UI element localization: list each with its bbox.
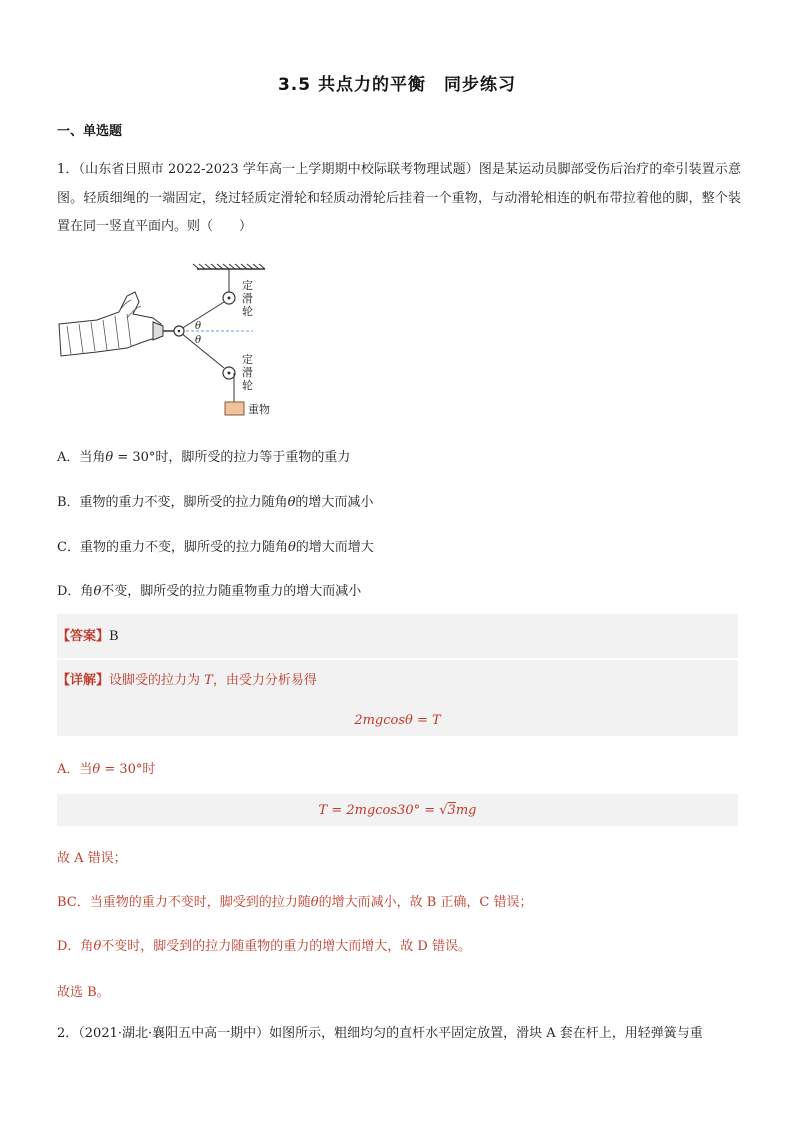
formula-1: 2mgcosθ = T <box>354 713 441 728</box>
answer-tag: 【答案】 <box>57 629 110 644</box>
theta-label-upper: θ <box>195 321 202 332</box>
solution-line-bc: BC．当重物的重力不变时，脚受到的拉力随θ的增大而减小，故 B 正确，C 错误； <box>57 895 533 910</box>
top-pulley-label-2: 滑 <box>242 292 253 305</box>
answer-line <box>57 625 119 644</box>
question-2-text: （2021·湖北·襄阳五中高一期中）如图所示，粗细均匀的直杆水平固定放置，滑块 A 套在杆上，用轻弹簧与重 <box>78 1026 703 1041</box>
question-2-stem <box>57 1022 741 1041</box>
detail-line: 【详解】设脚受的拉力为 T，由受力分析易得 <box>57 673 317 688</box>
theta-label-lower: θ <box>195 335 202 346</box>
answer-band <box>57 614 738 658</box>
question-1-stem <box>57 156 741 242</box>
bandaged-foot <box>59 292 161 356</box>
option-a: A．当角θ = 30°时，脚所受的拉力等于重物的重力 <box>57 450 351 465</box>
solution-conclusion: 故选 B。 <box>57 985 110 1000</box>
option-b: B．重物的重力不变，脚所受的拉力随角θ的增大而减小 <box>57 495 374 510</box>
answer-value: B <box>109 629 119 644</box>
solution-line-a: A．当θ = 30°时 <box>57 762 156 777</box>
solution-line-d: D．角θ不变时，脚受到的拉力随重物的重力的增大而增大，故 D 错误。 <box>57 939 471 954</box>
question-2-number: 2． <box>57 1026 79 1041</box>
formula-2: T = 2mgcos30° = √3mg <box>318 803 477 818</box>
title-main: 3.5 共点力的平衡 <box>277 75 427 95</box>
page-title <box>0 70 794 95</box>
question-1-number: 1． <box>57 162 79 177</box>
detail-tag: 【详解】 <box>57 673 110 688</box>
title-sub: 同步练习 <box>444 75 517 95</box>
weight-label: 重物 <box>248 403 270 416</box>
solution-wrong-a: 故 A 错误； <box>57 851 127 866</box>
top-pulley-label-3: 轮 <box>242 305 253 318</box>
bottom-pulley-label-3: 轮 <box>242 379 253 392</box>
traction-device-figure <box>57 262 297 422</box>
bottom-pulley-label-2: 滑 <box>242 366 253 379</box>
question-1-text: （山东省日照市 2022-2023 学年高一上学期期中校际联考物理试题）图是某运动员脚部受伤后治疗的牵引装置示意图。轻质细绳的一端固定，绕过轻质定滑轮和轻质动滑轮后挂着一个重物，与动滑轮相连的帆布带拉着他的脚，整个装置在同一竖直平面内。则（ ） <box>57 162 741 234</box>
weight-block <box>225 402 244 415</box>
option-c: C．重物的重力不变，脚所受的拉力随角θ的增大而增大 <box>57 540 374 555</box>
section-heading: 一、单选题 <box>57 124 123 139</box>
top-pulley-label-1: 定 <box>242 279 253 292</box>
option-d: D．角θ不变，脚所受的拉力随重物重力的增大而减小 <box>57 584 362 599</box>
bottom-pulley-label-1: 定 <box>242 353 253 366</box>
